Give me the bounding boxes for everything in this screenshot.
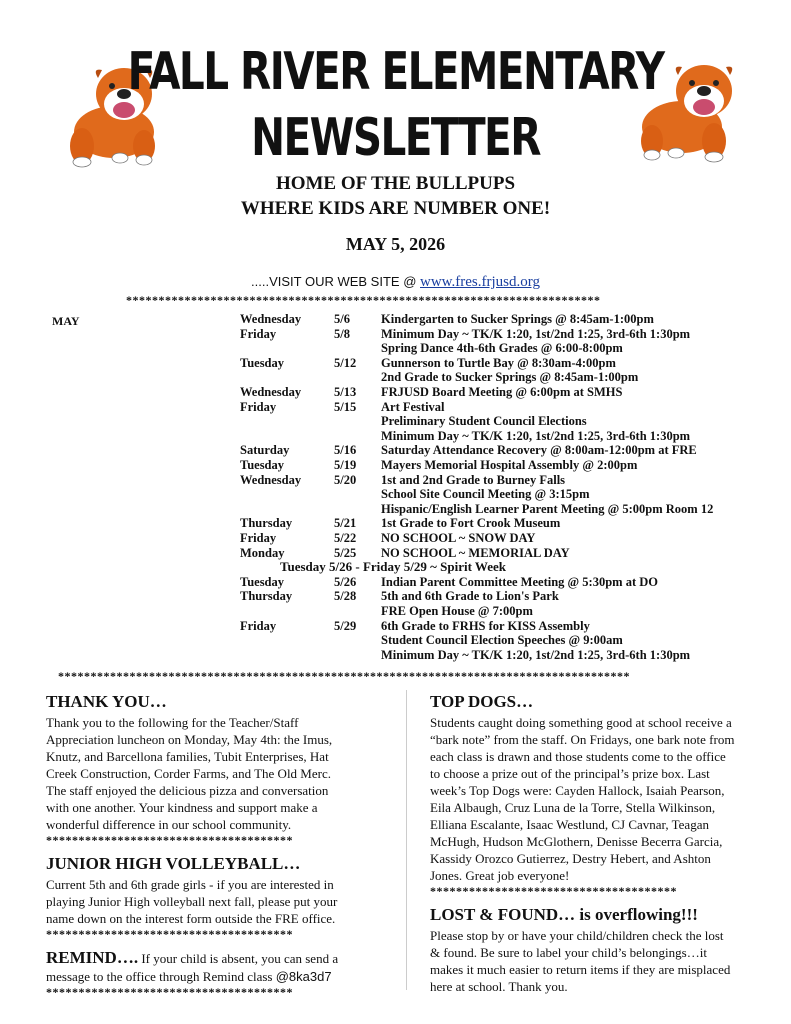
spirit-week-banner: Tuesday 5/26 - Friday 5/29 ~ Spirit Week [280,559,506,575]
left-column [46,692,396,998]
calendar-month: MAY [52,314,80,328]
thank-you-body [46,714,396,833]
separator-middle: **************************************************************************************** [58,670,630,682]
top-dogs-heading: TOP DOGS… [430,692,534,711]
calendar-day: Wednesday [240,472,302,487]
right-column [430,692,770,995]
text-line: playing Junior High volleyball next fall, please put your [46,894,338,909]
calendar-date: 5/26 [334,574,357,589]
lost-found-heading: LOST & FOUND… is overflowing!!! [430,905,698,924]
separator-right-1: ************************************** [430,885,677,897]
remind-line2 [46,968,396,985]
calendar-day: Thursday [240,516,293,531]
remind-text-2: message to the office through Remind class [46,969,276,984]
text-line: Current 5th and 6th grade girls - if you are interested in [46,877,334,892]
calendar-event: Mayers Memorial Hospital Assembly @ 2:00pm [381,458,638,472]
text-line: Eila Albaugh, Cruz Luna de la Torre, Stella Wilkinson, [430,800,716,815]
calendar-event: Gunnerson to Turtle Bay @ 8:30am-4:00pm [381,355,616,370]
text-line: here at school. Thank you. [430,979,568,994]
calendar-day: Friday [240,399,277,414]
text-line: Appreciation luncheon on Monday, May 4th: the Imus, [46,732,333,747]
text-line: & found. Be sure to label your child’s belongings…it [430,945,707,960]
calendar-event: Minimum Day ~ TK/K 1:20, 1st/2nd 1:25, 3rd-6th 1:30pm [381,647,691,662]
text-line: week’s Top Dogs were: Cayden Hallock, Isaiah Pearson, [430,783,725,798]
text-line: each class is drawn and those students come to the office [430,749,726,764]
calendar-table [0,312,791,672]
website-link[interactable]: www.fres.frjusd.org [420,274,540,290]
remind-code: @8ka3d7 [275,969,332,984]
separator-top: ************************************************************************* [126,294,601,306]
top-dogs-body [430,714,770,884]
calendar-date: 5/15 [334,399,357,414]
separator-left-1: ************************************** [46,834,293,846]
calendar-day: Friday [240,326,277,341]
calendar-event: Kindergarten to Sucker Springs @ 8:45am-1:00pm [381,312,654,326]
text-line: The staff enjoyed the delicious pizza and conversation [46,783,329,798]
column-divider [406,690,407,990]
separator-left-2: ************************************** [46,928,293,940]
newsletter-date: MAY 5, 2026 [345,234,446,254]
calendar-event: Saturday Attendance Recovery @ 8:00am-12:00pm at FRE [381,443,697,458]
calendar-event: Spring Dance 4th-6th Grades @ 6:00-8:00pm [381,341,623,356]
text-line: Creek Construction, Corder Farms, and The Old Merc. [46,766,331,781]
calendar-day: Friday [240,618,277,633]
remind-text: If your child is absent, you can send a [138,951,339,966]
remind-heading: REMIND…. [46,948,139,967]
calendar-date: 5/22 [334,531,357,545]
calendar-date: 5/19 [334,458,357,472]
text-line: to choose a prize out of the principal’s prize box. Last [430,766,710,781]
text-line: Thank you to the following for the Teacher/Staff [46,715,299,730]
calendar-date: 5/12 [334,355,357,370]
text-line: name down on the interest form outside the FRE office. [46,911,336,926]
calendar-day: Tuesday [240,355,285,370]
calendar-event: FRE Open House @ 7:00pm [381,604,533,618]
volleyball-body [46,876,396,927]
calendar-event: 1st Grade to Fort Crook Museum [381,516,561,531]
calendar-event: 5th and 6th Grade to Lion's Park [381,589,559,604]
calendar-event: Minimum Day ~ TK/K 1:20, 1st/2nd 1:25, 3rd-6th 1:30pm [381,326,691,341]
calendar-date: 5/25 [334,545,357,560]
text-line: Students caught doing something good at school receive a [430,715,732,730]
calendar-event: NO SCHOOL ~ MEMORIAL DAY [381,545,570,560]
text-line: makes it much easier to return items if they are misplaced [430,962,731,977]
volleyball-heading: JUNIOR HIGH VOLLEYBALL… [46,854,301,873]
calendar-event: 1st and 2nd Grade to Burney Falls [381,472,566,487]
calendar-date: 5/28 [334,589,357,604]
calendar-day: Tuesday [240,574,285,589]
calendar-day: Thursday [240,589,293,604]
text-line: with one another. Your kindness and support make a [46,800,318,815]
calendar-event: 6th Grade to FRHS for KISS Assembly [381,618,590,633]
separator-left-3: ************************************** [46,986,293,998]
text-line: Knutz, and Barcellona families, Tubit Enterprises, Hat [46,749,329,764]
calendar-date: 5/21 [334,516,357,531]
text-line: wonderful difference in our school community. [46,817,292,832]
visit-prefix: .....VISIT OUR WEB SITE @ [251,274,420,289]
calendar-date: 5/29 [334,618,357,633]
calendar-day: Saturday [240,443,290,458]
calendar-event: Indian Parent Committee Meeting @ 5:30pm at DO [381,574,658,589]
calendar-day: Wednesday [240,385,302,399]
newsletter-title-line2: NEWSLETTER [251,108,540,168]
calendar-event: Student Council Election Speeches @ 9:00am [381,633,623,648]
subtitle-line2: WHERE KIDS ARE NUMBER ONE! [240,198,551,219]
calendar-date: 5/13 [334,385,357,399]
text-line: Please stop by or have your child/children check the lost [430,928,724,943]
calendar-day: Wednesday [240,312,302,326]
calendar-event: NO SCHOOL ~ SNOW DAY [381,531,536,545]
calendar-date: 5/8 [334,326,350,341]
thank-you-heading: THANK YOU… [46,692,167,711]
calendar-date: 5/6 [334,312,350,326]
calendar-event: School Site Council Meeting @ 3:15pm [381,487,590,502]
calendar-date: 5/16 [334,443,357,458]
text-line: Kassidy Orozco Gutierrez, Destry Hebert, and Ashton [430,851,711,866]
text-line: McHugh, Hudson McGlothern, Denisse Becerra Garcia, [430,834,723,849]
calendar-day: Tuesday [240,458,285,472]
text-line: “bark note” from the staff. On Fridays, one bark note from [430,732,735,747]
text-line: Elliana Escalante, Isaac Westlund, CJ Cavnar, Teagan [430,817,709,832]
calendar-day: Friday [240,531,277,545]
lost-found-body [430,927,770,995]
text-line: Jones. Great job everyone! [430,868,570,883]
calendar-event: Preliminary Student Council Elections [381,414,587,429]
calendar-event: 2nd Grade to Sucker Springs @ 8:45am-1:00pm [381,370,639,385]
calendar-event: FRJUSD Board Meeting @ 6:00pm at SMHS [381,385,623,399]
calendar-event: Minimum Day ~ TK/K 1:20, 1st/2nd 1:25, 3rd-6th 1:30pm [381,428,691,443]
newsletter-title-line1: FALL RIVER ELEMENTARY [127,42,664,102]
subtitle-line1: HOME OF THE BULLPUPS [275,173,516,194]
remind-section [46,948,396,968]
calendar-event: Hispanic/English Learner Parent Meeting @ 5:00pm Room 12 [381,501,714,516]
website-line [0,274,791,291]
calendar-day: Monday [240,545,285,560]
calendar-event: Art Festival [381,399,445,414]
calendar-date: 5/20 [334,472,357,487]
